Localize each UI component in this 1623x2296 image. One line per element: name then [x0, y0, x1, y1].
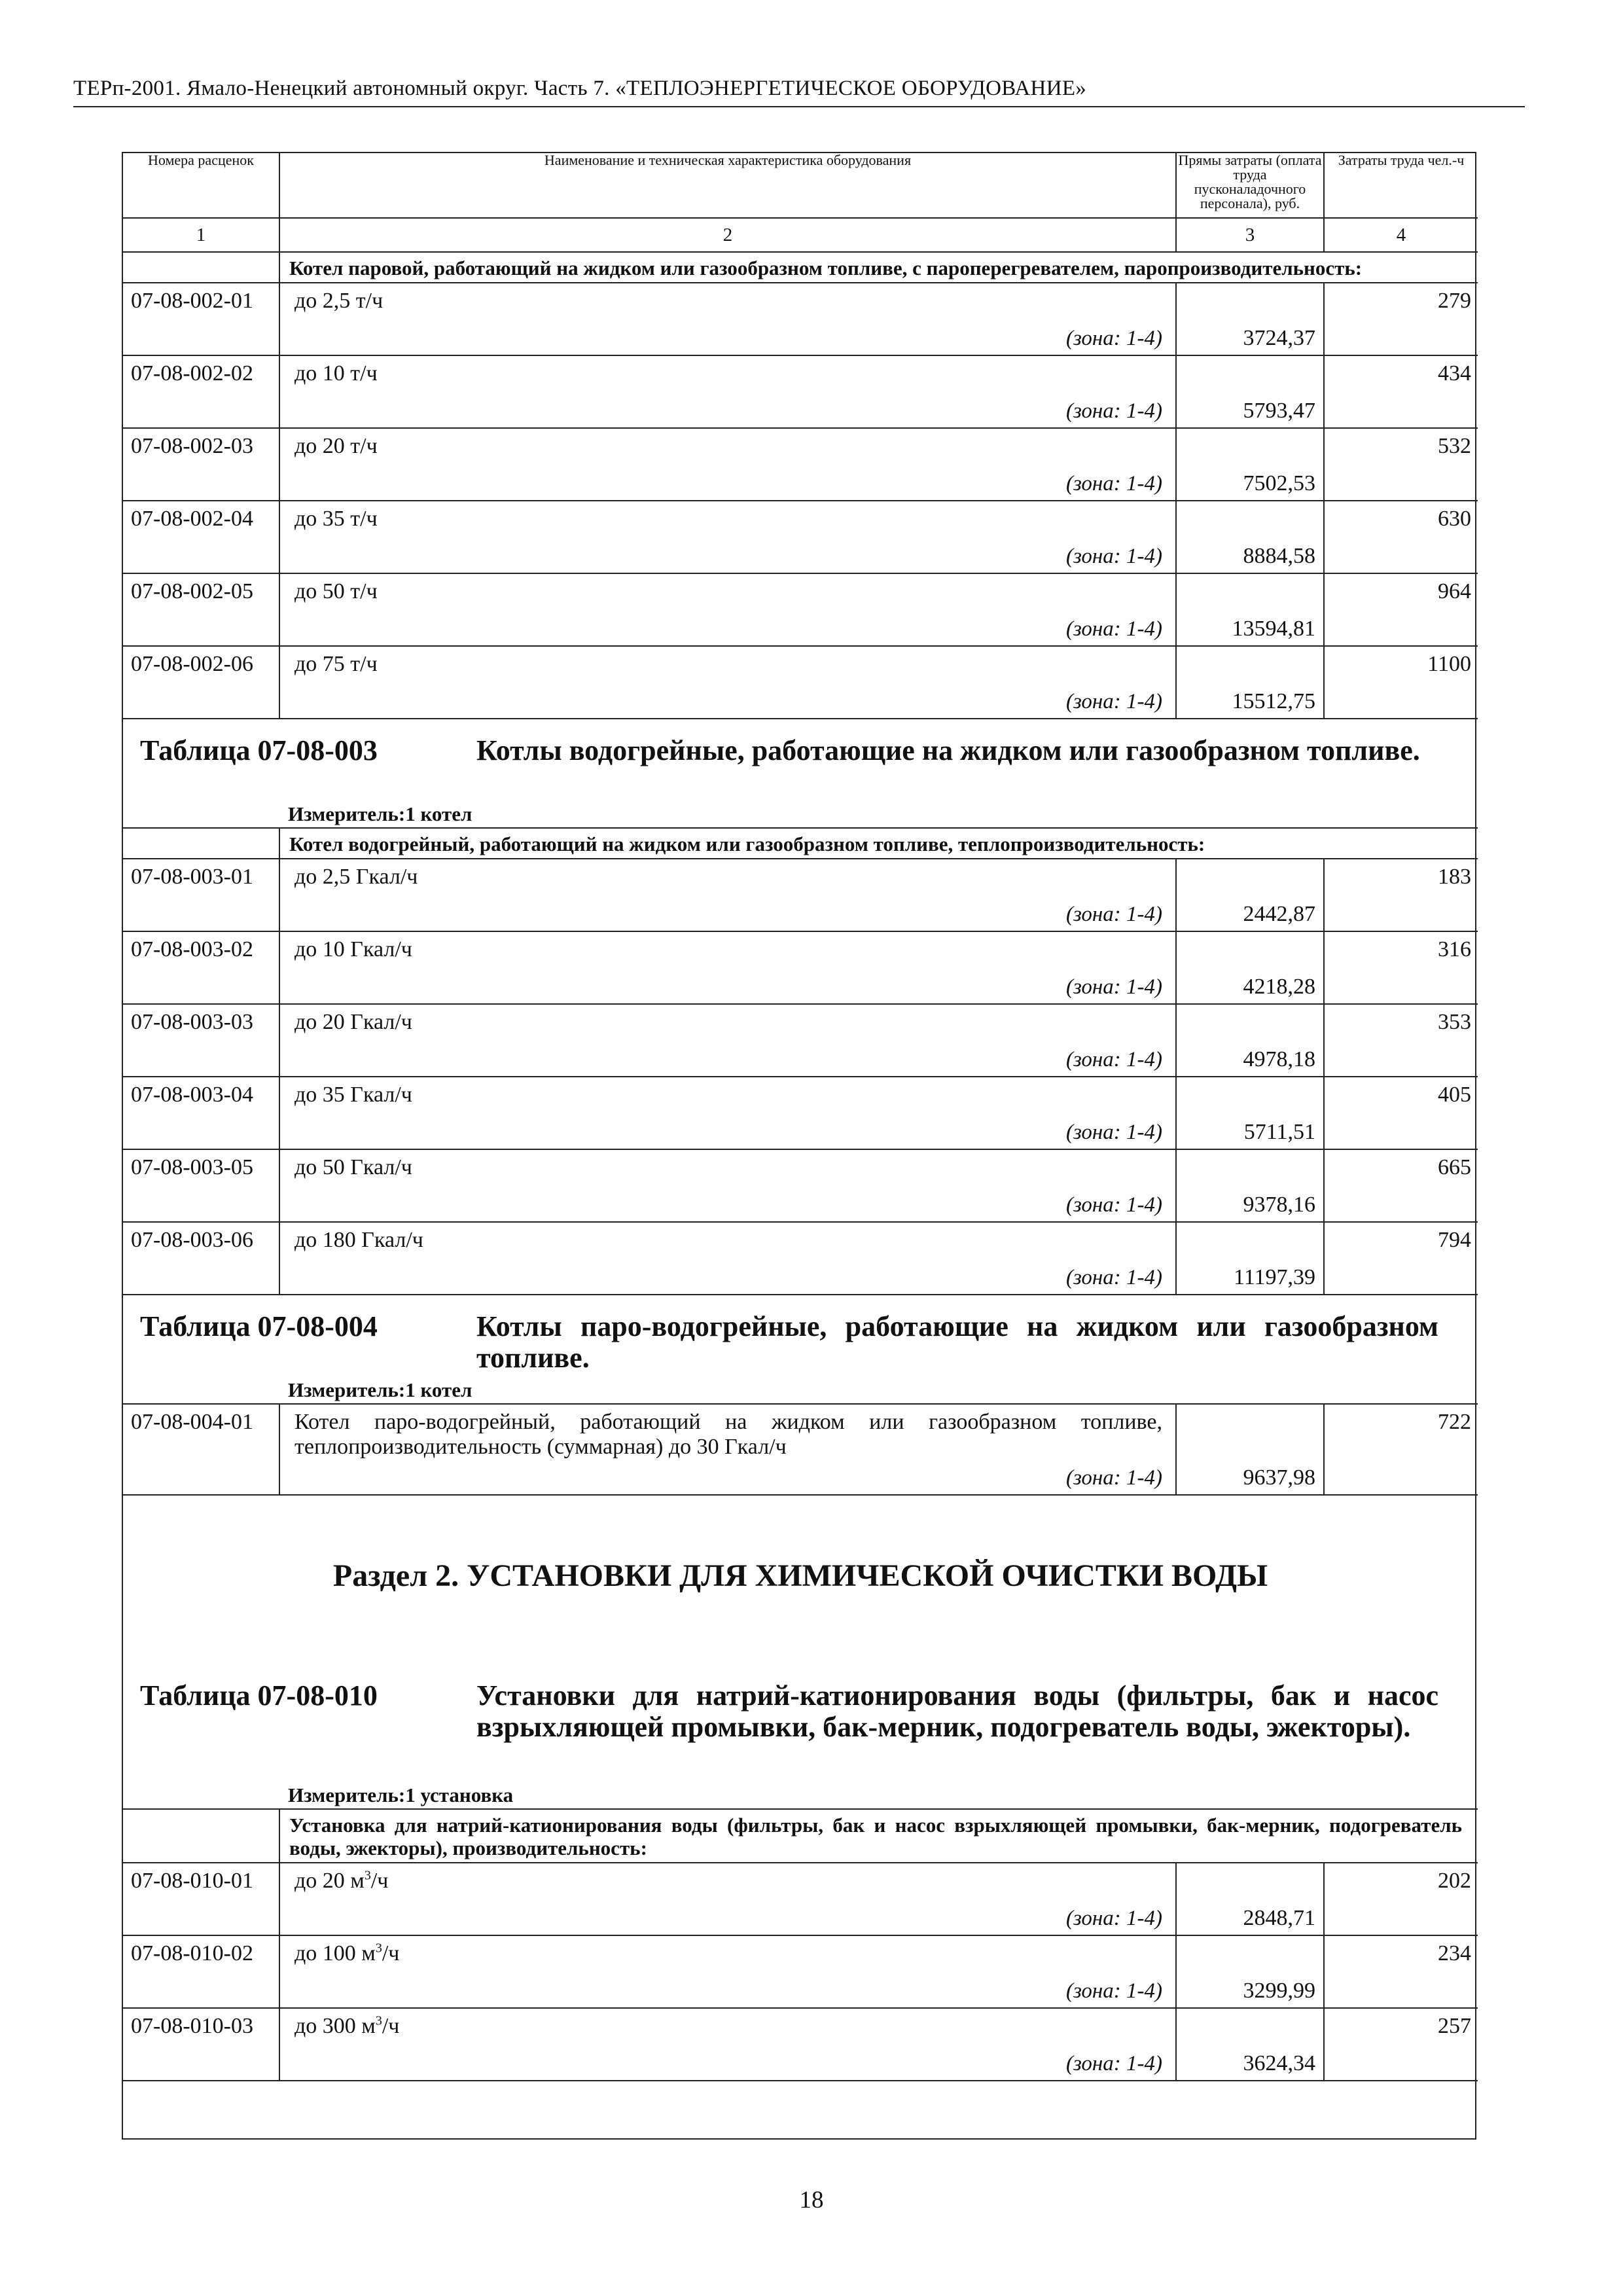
zone-label: (зона: 1-4): [1065, 975, 1162, 999]
rate-price: 13594,81: [1176, 573, 1324, 646]
rate-code: 07-08-010-03: [123, 2008, 279, 2081]
col-num-3: 3: [1176, 218, 1324, 252]
table-title: Котлы паро-водогрейные, работающие на жидком или газообразном топливе.: [476, 1310, 1438, 1374]
table-number: Таблица 07-08-003: [140, 734, 378, 766]
col-num-4: 4: [1324, 218, 1478, 252]
rate-labor: 1100: [1324, 646, 1478, 719]
page-number: 18: [799, 2187, 824, 2214]
price-table-frame: [122, 152, 1476, 2140]
rate-labor: 353: [1324, 1004, 1478, 1077]
rate-price: 2442,87: [1176, 859, 1324, 931]
rate-name: до 75 т/ч (зона: 1-4): [279, 646, 1176, 719]
table-row: [123, 646, 1478, 719]
table-heading: [123, 1664, 1478, 1782]
table-row: [123, 859, 1478, 931]
measure-unit: Измеритель:1 котел: [288, 802, 473, 825]
rate-price: 5793,47: [1176, 355, 1324, 428]
rate-labor: 405: [1324, 1077, 1478, 1149]
zone-label: (зона: 1-4): [1065, 903, 1162, 926]
section-row: [123, 1495, 1478, 1809]
group-row: [123, 1809, 1478, 1863]
col-head-code: Номера расценок: [123, 153, 279, 218]
table-row: [123, 355, 1478, 428]
rate-price: 9637,98: [1176, 1404, 1324, 1495]
group-row: [123, 828, 1478, 859]
zone-label: (зона: 1-4): [1065, 1907, 1162, 1930]
group-title: Котел водогрейный, работающий на жидком или газообразном топливе, теплопроизводительность:: [279, 828, 1478, 859]
rate-code: 07-08-003-01: [123, 859, 279, 931]
rate-name: до 35 Гкал/ч (зона: 1-4): [279, 1077, 1176, 1149]
col-head-price: Прямы затраты (оплата труда пусконаладочного персонала), руб.: [1176, 153, 1324, 218]
table-row: [123, 931, 1478, 1004]
rate-name: до 180 Гкал/ч (зона: 1-4): [279, 1222, 1176, 1295]
group-row: [123, 252, 1478, 283]
rate-labor: 532: [1324, 428, 1478, 501]
zone-label: (зона: 1-4): [1065, 1979, 1162, 2003]
rate-labor: 316: [1324, 931, 1478, 1004]
zone-label: (зона: 1-4): [1065, 472, 1162, 495]
rate-code: 07-08-010-01: [123, 1863, 279, 1935]
rate-name: до 35 т/ч (зона: 1-4): [279, 501, 1176, 573]
rate-code: 07-08-002-04: [123, 501, 279, 573]
rate-labor: 202: [1324, 1863, 1478, 1935]
running-header: ТЕРп-2001. Ямало-Ненецкий автономный округ. Часть 7. «ТЕПЛОЭНЕРГЕТИЧЕСКОЕ ОБОРУДОВАНИЕ»: [73, 73, 1525, 107]
rate-code: 07-08-003-02: [123, 931, 279, 1004]
section-title: Раздел 2. УСТАНОВКИ ДЛЯ ХИМИЧЕСКОЙ ОЧИСТКИ ВОДЫ: [332, 1558, 1268, 1593]
rate-code: 07-08-003-03: [123, 1004, 279, 1077]
rate-price: 5711,51: [1176, 1077, 1324, 1149]
rate-name: до 20 т/ч (зона: 1-4): [279, 428, 1176, 501]
rate-labor: 964: [1324, 573, 1478, 646]
table-heading: [123, 1295, 1478, 1377]
table-row: [123, 501, 1478, 573]
zone-label: (зона: 1-4): [1065, 690, 1162, 713]
zone-label: (зона: 1-4): [1065, 399, 1162, 423]
zone-label: (зона: 1-4): [1065, 1266, 1162, 1289]
table-row: [123, 1863, 1478, 1935]
rate-price: 9378,16: [1176, 1149, 1324, 1222]
zone-label: (зона: 1-4): [1065, 1466, 1162, 1490]
rate-price: 11197,39: [1176, 1222, 1324, 1295]
table-heading: [123, 719, 1478, 801]
zone-label: (зона: 1-4): [1065, 617, 1162, 641]
rate-price: 3299,99: [1176, 1935, 1324, 2008]
rate-price: 15512,75: [1176, 646, 1324, 719]
rate-name: до 2,5 Гкал/ч (зона: 1-4): [279, 859, 1176, 931]
zone-label: (зона: 1-4): [1065, 545, 1162, 568]
column-number-row: [123, 218, 1478, 252]
col-head-labor: Затраты труда чел.-ч: [1324, 153, 1478, 218]
rate-labor: 722: [1324, 1404, 1478, 1495]
col-num-1: 1: [123, 218, 279, 252]
rate-price: 7502,53: [1176, 428, 1324, 501]
table-row: [123, 1222, 1478, 1295]
table-number: Таблица 07-08-004: [140, 1310, 378, 1342]
zone-label: (зона: 1-4): [1065, 1048, 1162, 1071]
rate-labor: 234: [1324, 1935, 1478, 2008]
table-row: [123, 1935, 1478, 2008]
rate-code: 07-08-003-06: [123, 1222, 279, 1295]
table-title: Котлы водогрейные, работающие на жидком или газообразном топливе.: [476, 734, 1420, 766]
table-row: [123, 1149, 1478, 1222]
zone-label: (зона: 1-4): [1065, 1193, 1162, 1217]
rate-code: 07-08-002-02: [123, 355, 279, 428]
rate-name: до 20 $м^3/ч$ (зона: 1-4): [279, 1863, 1176, 1935]
zone-label: (зона: 1-4): [1065, 1121, 1162, 1144]
rate-price: 3724,37: [1176, 283, 1324, 355]
rate-labor: 794: [1324, 1222, 1478, 1295]
rate-price: 3624,34: [1176, 2008, 1324, 2081]
rate-code: 07-08-002-06: [123, 646, 279, 719]
rate-code: 07-08-003-05: [123, 1149, 279, 1222]
rate-name: до 50 Гкал/ч (зона: 1-4): [279, 1149, 1176, 1222]
group-title: Установка для натрий-катионирования воды (фильтры, бак и насос взрыхляющей промывки, бак-мерник, подогреватель воды, эжекторы), производительность:: [279, 1809, 1478, 1863]
rate-name: до 10 т/ч (зона: 1-4): [279, 355, 1176, 428]
rate-name: до 20 Гкал/ч (зона: 1-4): [279, 1004, 1176, 1077]
table-row: [123, 283, 1478, 355]
rate-labor: 183: [1324, 859, 1478, 931]
rate-code: 07-08-010-02: [123, 1935, 279, 2008]
table-row: [123, 1077, 1478, 1149]
rate-price: 4978,18: [1176, 1004, 1324, 1077]
table-row: [123, 1004, 1478, 1077]
rate-name: до 300 $м^3/ч$ (зона: 1-4): [279, 2008, 1176, 2081]
rate-labor: 434: [1324, 355, 1478, 428]
rate-name: до 2,5 т/ч (зона: 1-4): [279, 283, 1176, 355]
col-head-name: Наименование и техническая характеристика оборудования: [279, 153, 1176, 218]
rate-labor: 630: [1324, 501, 1478, 573]
rate-labor: 279: [1324, 283, 1478, 355]
table-row: [123, 573, 1478, 646]
group-title: Котел паровой, работающий на жидком или газообразном топливе, с пароперегревателем, паропроизводительность:: [279, 252, 1478, 283]
zone-label: (зона: 1-4): [1065, 2052, 1162, 2075]
rate-name: до 50 т/ч (зона: 1-4): [279, 573, 1176, 646]
table-heading-row: [123, 719, 1478, 828]
rate-price: 8884,58: [1176, 501, 1324, 573]
zone-label: (зона: 1-4): [1065, 327, 1162, 350]
rate-code: 07-08-004-01: [123, 1404, 279, 1495]
rate-name: до 10 Гкал/ч (зона: 1-4): [279, 931, 1176, 1004]
rate-name: до 100 $м^3/ч$ (зона: 1-4): [279, 1935, 1176, 2008]
rate-code: 07-08-003-04: [123, 1077, 279, 1149]
column-header-row: [123, 153, 1478, 218]
rate-price: 2848,71: [1176, 1863, 1324, 1935]
rate-code: 07-08-002-01: [123, 283, 279, 355]
measure-unit: Измеритель:1 котел: [288, 1378, 473, 1401]
table-row: [123, 1404, 1478, 1495]
rate-labor: 665: [1324, 1149, 1478, 1222]
rate-code: 07-08-002-03: [123, 428, 279, 501]
rate-code: 07-08-002-05: [123, 573, 279, 646]
price-table: [123, 153, 1478, 2081]
table-title: Установки для натрий-катионирования воды (фильтры, бак и насос взрыхляющей промывки, бак-мерник, подогреватель воды, эжекторы).: [476, 1679, 1438, 1743]
section-heading: [123, 1496, 1478, 1664]
table-number: Таблица 07-08-010: [140, 1679, 378, 1712]
table-row: [123, 428, 1478, 501]
rate-price: 4218,28: [1176, 931, 1324, 1004]
table-row: [123, 2008, 1478, 2081]
table-heading-row: [123, 1295, 1478, 1404]
col-num-2: 2: [279, 218, 1176, 252]
rate-name: Котел паро-водогрейный, работающий на жидком или газообразном топливе, теплопроизводительность (суммарная) до 30 Гкал/ч (зона: 1-4): [279, 1404, 1176, 1495]
rate-labor: 257: [1324, 2008, 1478, 2081]
measure-unit: Измеритель:1 установка: [288, 1784, 514, 1806]
